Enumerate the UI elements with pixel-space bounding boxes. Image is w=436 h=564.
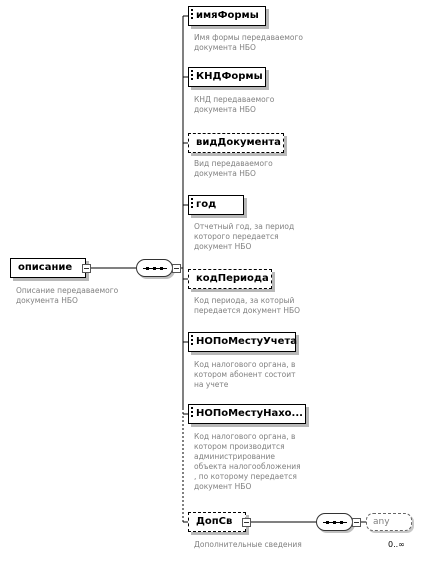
element-nopomestunakho[interactable]: НОПоМестуНахо... [188, 404, 306, 424]
any-multiplicity: 0..∞ [388, 540, 405, 549]
sequence-collapse-icon[interactable] [172, 264, 181, 273]
any-element[interactable]: any [366, 513, 412, 531]
description-imyaformy: Имя формы передаваемого документа НБО [194, 33, 303, 52]
dopsv-sequence-icon[interactable] [316, 513, 353, 531]
element-dopsv[interactable]: ДопСв [188, 512, 246, 532]
element-viddokumenta[interactable]: видДокумента [188, 133, 284, 153]
description-nopomestuucheta: Код налогового органа, в котором абонент состоит на учете [194, 360, 296, 389]
description-god: Отчетный год, за период которого передается документ НБО [194, 222, 295, 251]
root-element-label: описание [18, 262, 73, 273]
root-description: Описание передаваемого документа НБО [16, 286, 119, 305]
root-collapse-icon[interactable] [82, 264, 91, 273]
description-nopomestunakho: Код налогового органа, в котором производится администрирование объекта налогообложения , по которому передается документ НБО [194, 432, 301, 491]
description-kodperioda: Код периода, за который передается документ НБО [194, 296, 301, 315]
element-kndformy[interactable]: КНДФормы [188, 67, 266, 87]
element-imyaformy[interactable]: имяФормы [188, 6, 266, 26]
sequence-compositor-icon[interactable] [136, 259, 173, 277]
root-element-node[interactable] [10, 258, 86, 278]
element-kodperioda[interactable]: кодПериода [188, 269, 272, 289]
dopsv-collapse-icon[interactable] [242, 518, 251, 527]
element-nopomestuucheta[interactable]: НОПоМестуУчета [188, 332, 296, 352]
description-dopsv: Дополнительные сведения [194, 540, 302, 549]
dopsv-sequence-collapse-icon[interactable] [352, 518, 361, 527]
description-viddokumenta: Вид передаваемого документа НБО [194, 159, 273, 178]
element-god[interactable]: год [188, 195, 244, 215]
description-kndformy: КНД передаваемого документа НБО [194, 95, 275, 114]
